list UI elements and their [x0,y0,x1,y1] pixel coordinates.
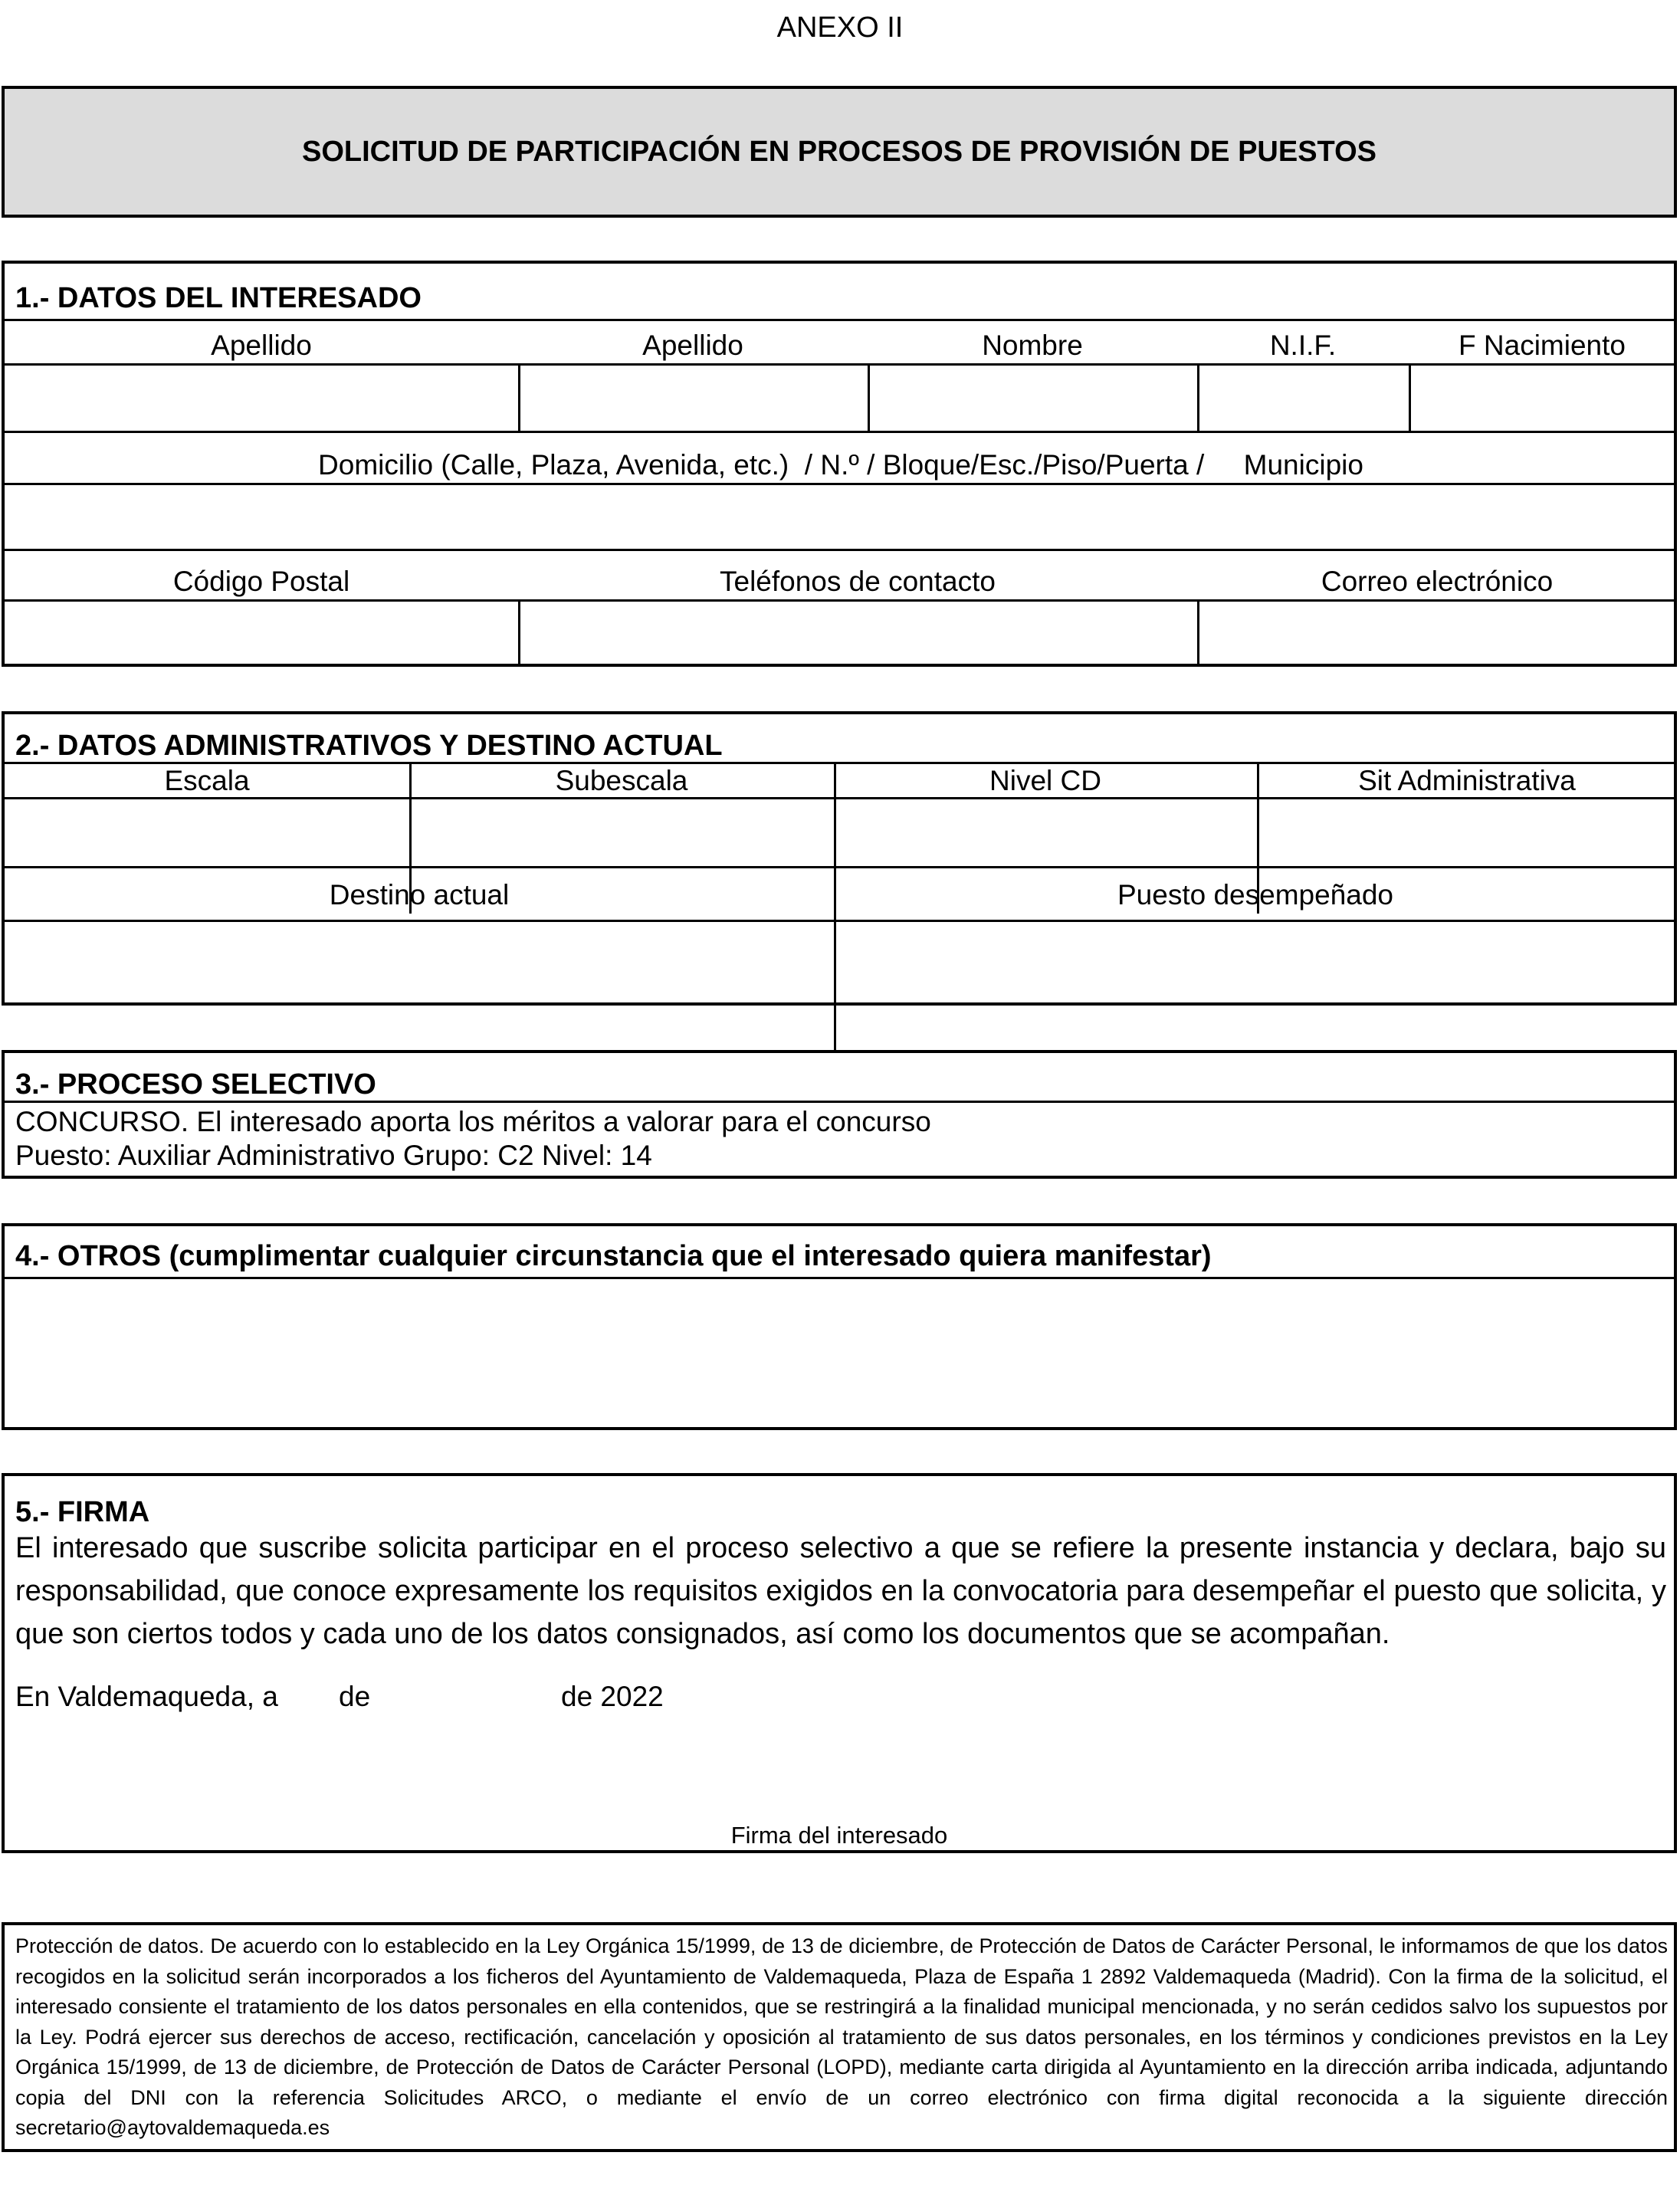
section-proceso-selectivo [2,1050,1677,1179]
field-otros[interactable] [5,1279,1674,1427]
field-correo[interactable] [1199,602,1677,664]
form-title: SOLICITUD DE PARTICIPACIÓN EN PROCESOS DE PROVISIÓN DE PUESTOS [302,136,1376,168]
field-nif[interactable] [1199,366,1409,431]
field-sit-administrativa[interactable] [1259,799,1677,865]
section-firma [2,1473,1677,1853]
signature-area[interactable] [464,1721,1216,1821]
annex-title: ANEXO II [776,11,904,44]
field-fecha-nacimiento[interactable] [1411,366,1677,431]
field-telefonos[interactable] [520,602,1197,664]
label-nif: N.I.F. [1269,330,1337,361]
field-nombre[interactable] [870,366,1197,431]
field-destino-actual[interactable] [5,922,834,1002]
label-puesto-desempenado: Puesto desempeñado [1117,879,1393,910]
privacy-notice: Protección de datos. De acuerdo con lo establecido en la Ley Orgánica 15/1999, de 13 de diciembre, de Protección de Datos de Carácter Personal, le informamos de que los datos recogidos en la solicitud serán incorporados a los ficheros del Ayuntamiento de Valdemaqueda, Plaza de España 1 2892 Valdemaqueda (Madrid). Con la firma de la solicitud, el interesado consiente el tratamiento de los datos personales en ella contenidos, que se restringirá a la finalidad municipal mencionada, y no serán cedidos salvo los supuestos por la Ley. Podrá ejercer sus derechos de acceso, rectificación, cancelación y oposición al tratamiento de sus datos personales, en los términos y condiciones previstos en la Ley Orgánica 15/1999, de 13 de diciembre, de Protección de Datos de Carácter Personal (LOPD), mediante carta dirigida al Ayuntamiento en la dirección arriba indicada, adjuntando copia del DNI con la referencia Solicitudes ARCO, o mediante el envío de un correo electrónico con firma digital reconocida a la siguiente dirección secretario@aytovaldemaqueda.es [15,1934,1668,2139]
field-apellido-2[interactable] [520,366,868,431]
label-destino-actual: Destino actual [329,879,510,910]
section5-heading: 5.- FIRMA [15,1496,150,1528]
label-domicilio: Domicilio (Calle, Plaza, Avenida, etc.) / N.º / Bloque/Esc./Piso/Puerta / Municipio [318,449,1363,481]
label-nombre: Nombre [982,330,1083,361]
label-nivel-cd: Nivel CD [989,765,1101,796]
section-datos-administrativos [2,711,1677,1006]
privacy-notice-box [2,1922,1677,2152]
label-subescala: Subescala [555,765,688,796]
field-codigo-postal[interactable] [5,602,518,664]
label-codigo-postal: Código Postal [172,566,350,597]
field-domicilio[interactable] [5,485,1677,548]
form-title-box [2,86,1677,218]
field-apellido-1[interactable] [5,366,518,431]
section-otros [2,1223,1677,1430]
label-apellido-1: Apellido [211,330,312,361]
declaracion-text: El interesado que suscribe solicita participar en el proceso selectivo a que se refiere la presente instancia y declara, bajo su responsabilidad, que conoce expresamente los requisitos exigidos en la convocatoria para desempeñar el puesto que solicita, y que son ciertos todos y cada uno de los datos consignados, así como los documentos que se acompañan. [15,1532,1666,1650]
proceso-descripcion: CONCURSO. El interesado aporta los méritos a valorar para el concurso [15,1106,931,1137]
lugar-fecha-label: En Valdemaqueda, a [15,1681,278,1712]
field-puesto-desempenado[interactable] [836,922,1677,1002]
field-subescala[interactable] [412,799,834,865]
label-correo: Correo electrónico [1321,566,1554,597]
fecha-de-label: de [339,1681,371,1712]
fecha-anio-label: de 2022 [561,1681,664,1712]
label-apellido-2: Apellido [642,330,743,361]
section4-heading: 4.- OTROS (cumplimentar cualquier circunstancia que el interesado quiera manifestar) [15,1240,1212,1272]
label-fecha-nacimiento: F Nacimiento [1459,330,1626,361]
label-telefonos: Teléfonos de contacto [720,566,996,597]
section3-heading: 3.- PROCESO SELECTIVO [15,1068,376,1101]
section1-heading: 1.- DATOS DEL INTERESADO [15,282,422,314]
label-escala: Escala [164,765,250,796]
proceso-puesto: Puesto: Auxiliar Administrativo Grupo: C2 Nivel: 14 [15,1140,652,1171]
section-datos-interesado [2,261,1677,667]
section2-heading: 2.- DATOS ADMINISTRATIVOS Y DESTINO ACTUAL [15,730,723,762]
field-escala[interactable] [5,799,409,865]
label-sit-administrativa: Sit Administrativa [1358,765,1576,796]
firma-label: Firma del interesado [730,1822,948,1849]
field-nivel-cd[interactable] [836,799,1257,865]
